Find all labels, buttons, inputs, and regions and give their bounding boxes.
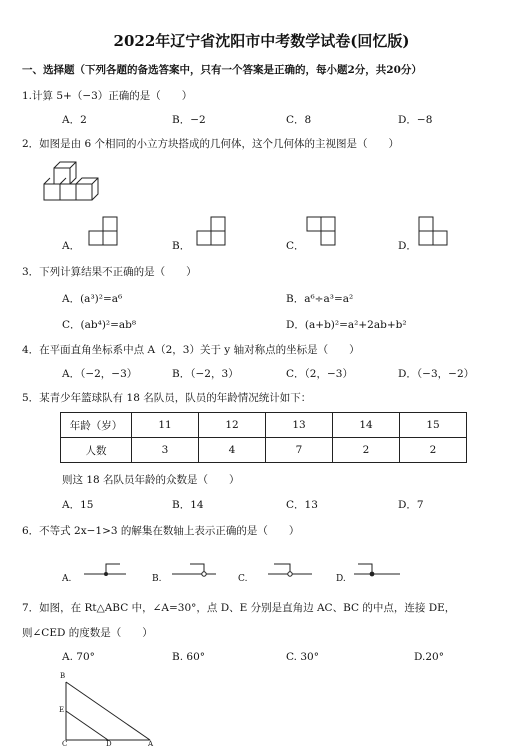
- q3-option-b: B．a⁶÷a³=a²: [286, 293, 354, 305]
- vertex-label-c: C: [62, 740, 68, 748]
- q2-view-d: [418, 216, 448, 246]
- table-cell: 2: [400, 438, 467, 463]
- q4-option-a: A．（−2，−3）: [62, 368, 138, 380]
- q7-option-d: D.20°: [414, 651, 444, 663]
- table-cell: 15: [400, 413, 467, 438]
- table-row: [61, 413, 467, 438]
- q6-option-a: A.: [62, 574, 72, 584]
- q2-option-d: D．: [398, 240, 417, 252]
- cube-solid-figure: [42, 160, 102, 206]
- q5-option-c: C．13: [286, 499, 318, 511]
- table-cell: 11: [132, 413, 199, 438]
- section-heading: 一、选择题（下列各题的备选答案中，只有一个答案是正确的，每小题2分，共20分）: [22, 64, 422, 76]
- page-title: 2022年辽宁省沈阳市中考数学试卷(回忆版): [113, 32, 410, 50]
- table-cell: 4: [199, 438, 266, 463]
- table-cell: 3: [132, 438, 199, 463]
- question-3-stem: 3．下列计算结果不正确的是（ ）: [22, 266, 197, 278]
- q1-option-b: B．−2: [172, 114, 206, 126]
- q6-option-d: D.: [336, 574, 346, 584]
- q5-option-a: A．15: [62, 499, 94, 511]
- table-cell: 13: [266, 413, 333, 438]
- q5-option-d: D．7: [398, 499, 424, 511]
- vertex-label-e: E: [59, 706, 65, 714]
- question-7-stem-2: 则∠CED 的度数是（ ）: [22, 627, 153, 639]
- q3-option-d: D．(a+b)²=a²+2ab+b²: [286, 319, 407, 331]
- vertex-label-b: B: [60, 672, 66, 680]
- q6-option-c: C.: [238, 574, 248, 584]
- table-cell: 年龄（岁）: [61, 413, 132, 438]
- q6-number-line-a: [82, 560, 130, 584]
- q5-option-b: B．14: [172, 499, 204, 511]
- age-table: [60, 412, 467, 463]
- question-6-stem: 6．不等式 2x−1>3 的解集在数轴上表示正确的是（ ）: [22, 525, 300, 537]
- question-5-stem: 5．某青少年篮球队有 18 名队员，队员的年龄情况统计如下：: [22, 392, 312, 404]
- q4-option-c: C．（2，−3）: [286, 368, 353, 380]
- question-5-ask: 则这 18 名队员年龄的众数是（ ）: [62, 474, 240, 486]
- q2-option-c: C．: [286, 240, 305, 252]
- question-7-stem: 7．如图，在 Rt△ABC 中，∠A=30°，点 D、E 分别是直角边 AC、BC 的中点，连接 DE，: [22, 602, 456, 614]
- q1-option-c: C．8: [286, 114, 312, 126]
- triangle-figure: [56, 674, 160, 750]
- table-cell: 7: [266, 438, 333, 463]
- q1-option-d: D．−8: [398, 114, 433, 126]
- vertex-label-d: D: [106, 740, 112, 748]
- q1-option-a: A．2: [62, 114, 87, 126]
- question-4-stem: 4．在平面直角坐标系中点 A（2，3）关于 y 轴对称点的坐标是（ ）: [22, 344, 360, 356]
- q6-option-b: B.: [152, 574, 162, 584]
- question-1-stem: 1.计算 5+（−3）正确的是（ ）: [22, 90, 193, 102]
- q7-option-a: A. 70°: [62, 651, 95, 663]
- q6-number-line-b: [170, 560, 220, 584]
- q2-option-a: A．: [62, 240, 81, 252]
- q6-number-line-d: [352, 560, 404, 584]
- q3-option-c: C．(ab⁴)²=ab⁸: [62, 319, 137, 331]
- table-row: [61, 438, 467, 463]
- q2-option-b: B．: [172, 240, 191, 252]
- question-2-stem: 2．如图是由 6 个相同的小立方块搭成的几何体，这个几何体的主视图是（ ）: [22, 138, 400, 150]
- vertex-label-a: A: [148, 740, 154, 748]
- q4-option-b: B．（−2，3）: [172, 368, 239, 380]
- q3-option-a: A．(a³)²=a⁶: [62, 293, 123, 305]
- q4-option-d: D．（−3，−2）: [398, 368, 475, 380]
- table-cell: 12: [199, 413, 266, 438]
- q2-view-c: [306, 216, 336, 246]
- q6-number-line-c: [266, 560, 316, 584]
- q2-view-a: [88, 216, 118, 246]
- table-cell: 14: [333, 413, 400, 438]
- q2-view-b: [196, 216, 226, 246]
- table-cell: 2: [333, 438, 400, 463]
- q7-option-b: B. 60°: [172, 651, 206, 663]
- q7-option-c: C. 30°: [286, 651, 319, 663]
- table-cell: 人数: [61, 438, 132, 463]
